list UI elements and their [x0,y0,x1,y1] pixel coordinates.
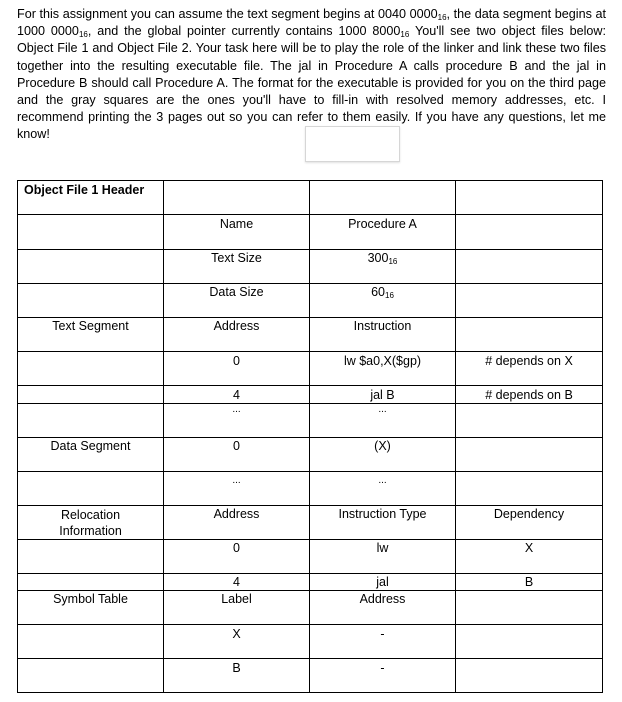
text-size-value [310,251,455,266]
data-size-label: Data Size [209,285,264,299]
comment-box[interactable] [305,126,400,162]
relocation-dependency-header: Dependency [493,507,565,521]
relocation-row4-type: jal [376,575,389,589]
text-row0-instruction: lw $a0,X($gp) [343,354,422,368]
text-size-number: 300 [367,251,389,265]
hex-subscript: 16 [385,291,394,300]
relocation-row0-dependency: X [524,541,534,555]
row-divider [17,214,603,215]
ellipsis: ... [232,404,241,415]
ellipsis: ... [378,404,387,415]
ellipsis: ... [378,475,387,486]
ellipsis: ... [232,475,241,486]
row-divider [17,471,603,472]
row-divider [17,437,603,438]
table-border [17,692,603,693]
row-divider [17,351,603,352]
row-divider [17,573,603,574]
hex-subscript: 16 [78,30,88,40]
text-row4-instruction: jal B [370,388,395,402]
text-row4-address: 4 [233,388,240,402]
instruction-header: Instruction [353,319,412,333]
row-divider [17,658,603,659]
symbol-row1-label: B [232,661,241,675]
row-divider [17,505,603,506]
address-header: Address [213,319,260,333]
data-row0-address: 0 [233,439,240,453]
hex-subscript: 16 [437,13,447,22]
assignment-instructions [17,6,606,144]
intro-text-3: , and the global pointer currently contains 1000 8000 [87,24,401,39]
row-divider [17,385,603,386]
data-segment-label: Data Segment [50,439,131,453]
symbol-label-header: Label [221,592,252,606]
intro-text-1: For this assignment you can assume the text segment begins at 0040 0000 [17,7,438,21]
relocation-row0-address: 0 [233,541,240,555]
text-row4-comment: # depends on B [485,388,573,402]
data-size-value [310,285,455,300]
row-divider [17,180,603,181]
row-divider [17,249,603,250]
row-divider [17,539,603,540]
text-row0-address: 0 [233,354,240,368]
data-size-number: 60 [371,285,385,299]
row-divider [17,624,603,625]
intro-text-2: , the data segment begins at 1000 0000 [17,7,606,39]
symbol-table-label: Symbol Table [53,592,128,606]
relocation-info-label: Relocation Information [59,508,122,538]
symbol-row0-label: X [232,627,241,641]
hex-subscript: 16 [388,257,398,266]
relocation-address-header: Address [213,507,260,521]
symbol-address-header: Address [359,592,406,606]
row-divider [17,317,603,318]
relocation-row0-type: lw [376,541,389,555]
row-divider [17,590,603,591]
intro-text-4: You'll see two object files below: Object File 1 and Object File 2. Your task here will be to play the role of the linker and link these two files together into the resulting executable file. The jal in Procedure A calls procedure B and the jal in Procedure B should call Procedure A. The format for the executable is provided for you on the third page and the gray squares are the ones you'll have to fill-in with resolved memory addresses, etc. I recommend printing the 3 pages out so you can refer to them easily. If you have any questions, let me know! [17,24,607,142]
relocation-row4-dependency: B [524,575,534,589]
object-file-table [17,180,603,693]
table-header-title: Object File 1 Header [24,183,145,197]
data-row0-value: (X) [374,439,391,453]
text-size-label: Text Size [211,251,262,265]
name-label: Name [219,217,254,231]
hex-subscript: 16 [400,30,410,40]
name-value: Procedure A [348,217,417,231]
symbol-row1-address: - [380,661,385,675]
text-segment-label: Text Segment [52,319,129,333]
symbol-row0-address: - [380,627,385,641]
relocation-type-header: Instruction Type [338,507,427,521]
row-divider [17,283,603,284]
text-row0-comment: # depends on X [485,354,573,368]
relocation-row4-address: 4 [233,575,240,589]
